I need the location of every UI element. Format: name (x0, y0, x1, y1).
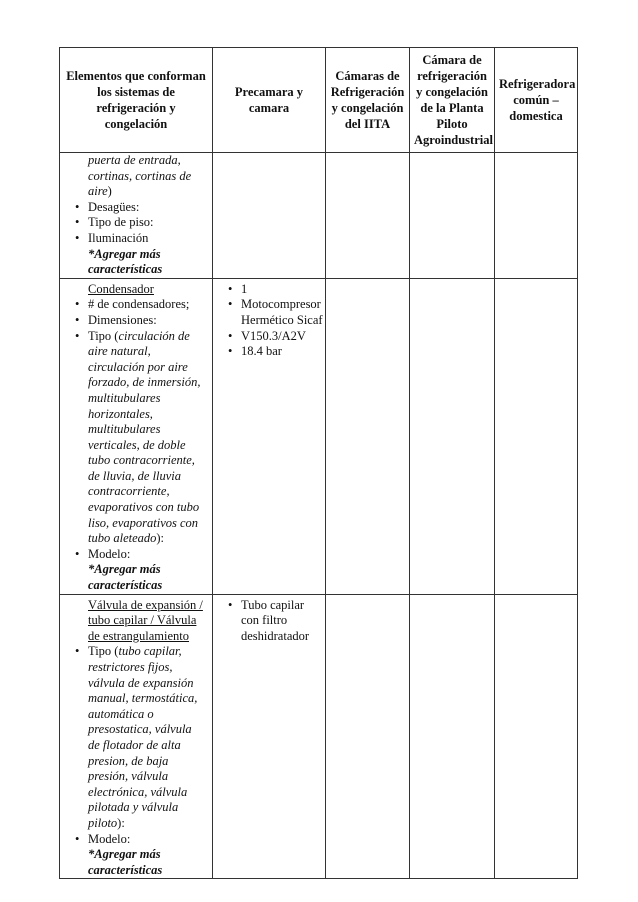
header-elementos (60, 48, 213, 153)
row2-iita-cell (326, 278, 410, 594)
row3-tipo-close: ): (117, 815, 125, 830)
row3-bullet-list (60, 644, 206, 847)
row3-elements-cell (60, 594, 213, 879)
header-precamara-text: Precamara y camara (234, 85, 304, 115)
header-refrigeradora-text: Refrigeradora común – domestica (499, 77, 576, 123)
row2-planta-cell (410, 278, 495, 594)
list-item: • Modelo: (60, 547, 206, 563)
row2-refrigeradora-cell (495, 278, 578, 594)
list-item: • Dimensiones: (60, 313, 206, 329)
list-item: • V150.3/A2V (213, 329, 325, 345)
row3-title: Válvula de expansión / tubo capilar / Válvula de estrangulamiento (88, 597, 203, 643)
row3-precamara-list (213, 598, 325, 645)
list-item: • Desagües: (60, 200, 206, 216)
header-iita (326, 48, 410, 153)
row2-title: Condensador (88, 281, 154, 296)
list-item: • Tipo de piso: (60, 215, 206, 231)
systems-table (59, 47, 578, 879)
row2-tipo-text: circulación de aire natural, circulación por aire forzado, de inmersión, multitubulares horizontales, multitubulares verticales, de doble tubo contracorriente, de lluvia, de lluvia contracorriente, evaporativos con tubo liso, evaporativos con tubo aleteado (88, 328, 201, 546)
row3-tipo-text: tubo capilar, restrictores fijos, válvula de expansión manual, termostática, automática o presostatica, válvula de flotador de alta presion, de baja presión, válvula electrónica, válvula pilotada y válvula piloto (88, 644, 198, 830)
header-precamara (213, 48, 326, 153)
table-row (60, 153, 578, 279)
row2-tipo-label: Tipo ( (88, 328, 119, 343)
row3-planta-cell (410, 594, 495, 879)
header-row (60, 48, 578, 153)
row2-bullet-list (60, 297, 206, 562)
table-row (60, 594, 578, 879)
row3-note: *Agregar más características (88, 847, 163, 877)
row1-continued-text: puerta de entrada, cortinas, cortinas de aire (88, 153, 192, 199)
row1-bullet-list (60, 200, 206, 247)
row2-precamara-list (213, 282, 325, 360)
row1-elements-cell (60, 153, 213, 279)
header-refrigeradora (495, 48, 578, 153)
table-row (60, 278, 578, 594)
row2-precamara-cell (213, 278, 326, 594)
list-item: • Tubo capilar con filtro deshidratador (213, 598, 325, 645)
header-elementos-text: Elementos que conforman los sistemas de refrigeración y congelación (66, 69, 206, 131)
header-planta-piloto-text: Cámara de refrigeración y congelación de la Planta Piloto Agroindustrial (414, 53, 493, 147)
list-item: • 1 (213, 282, 325, 298)
row2-tipo-close: ): (156, 531, 165, 546)
row1-iita-cell (326, 153, 410, 279)
list-item (60, 329, 206, 547)
row1-refrigeradora-cell (495, 153, 578, 279)
row3-precamara-cell (213, 594, 326, 879)
row3-refrigeradora-cell (495, 594, 578, 879)
row1-planta-cell (410, 153, 495, 279)
row3-iita-cell (326, 594, 410, 879)
list-item: • Modelo: (60, 832, 206, 848)
row2-elements-cell (60, 278, 213, 594)
row1-precamara-cell (213, 153, 326, 279)
row1-note: *Agregar más características (88, 246, 163, 277)
list-item (60, 644, 206, 831)
row2-note: *Agregar más características (88, 562, 163, 593)
row1-continued-close: ) (107, 184, 112, 199)
list-item: • Iluminación (60, 231, 206, 247)
header-planta-piloto (410, 48, 495, 153)
list-item: • Motocompresor Hermético Sicaf (213, 297, 325, 328)
list-item: • # de condensadores; (60, 297, 206, 313)
list-item: • 18.4 bar (213, 344, 325, 360)
header-iita-text: Cámaras de Refrigeración y congelación del IITA (330, 69, 405, 131)
row3-tipo-label: Tipo ( (88, 644, 119, 659)
